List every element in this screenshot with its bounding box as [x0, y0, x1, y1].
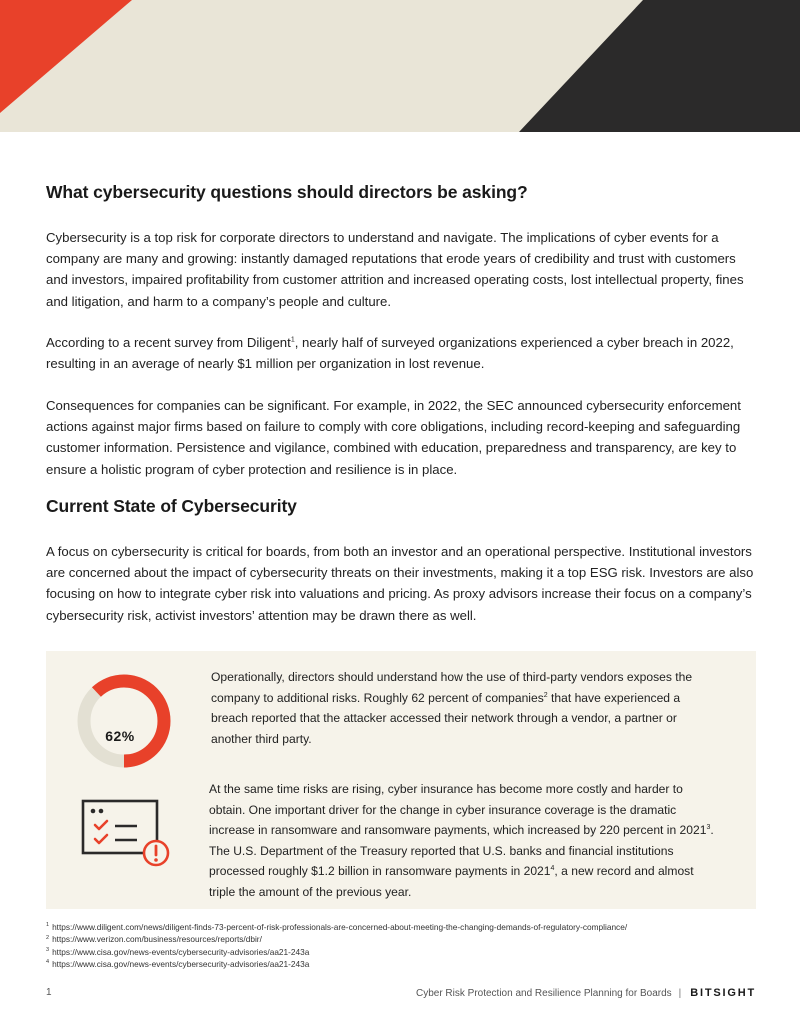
footnote-ref: 1 — [290, 336, 295, 344]
donut-label: 62% — [105, 728, 135, 744]
footnotes — [46, 921, 766, 971]
percentage-donut-chart — [74, 671, 174, 771]
alert-checklist-icon — [81, 799, 171, 871]
footer-separator: | — [678, 987, 682, 999]
current-state-paragraph: A focus on cybersecurity is critical for boards, from both an investor and an operational perspective. Institutional investors are concerned about the impact of cybersecurity threats on their investments, making it a top ESG risk. Investors are also focusing on how to integrate cyber risk into valuations and pricing. As proxy advisors increase their focus on a company’s cybersecurity risk, activist investors’ attention may be drawn there as well. — [46, 544, 754, 623]
footnote-3: $^3$ https://www.cisa.gov/news-events/cybersecurity-advisories/aa21-243a — [46, 946, 310, 957]
stats-callout-panel — [46, 651, 756, 909]
vendor-risk-paragraph: Operationally, directors should understand how the use of third-party vendors exposes the company to additional risks. Roughly 62 percent of companies$^2$ that have experienced a breach reported that the attacker accessed their network through a vendor, a partner or another third party. — [211, 670, 693, 746]
brand-logo: BITSIGHT — [690, 987, 756, 999]
header-banner — [0, 0, 800, 132]
consequences-paragraph: Consequences for companies can be significant. For example, in 2022, the SEC announced cybersecurity enforcement actions against major firms based on failure to comply with core obligations, including record-keeping and safeguarding customer information. Persistence and vigilance, combined with education, preparedness and transparency, are key to ensure a holistic program of cyber protection and resilience is in place. — [46, 398, 741, 477]
footnote-ref: 3 — [706, 824, 711, 832]
section-heading-questions: What cybersecurity questions should directors be asking? — [46, 182, 528, 202]
footnote-ref: 4 — [550, 865, 555, 873]
survey-paragraph: According to a recent survey from Diligent$^1$, nearly half of surveyed organizations experienced a cyber breach in 2022, resulting in an average of nearly $1 million per organization in lost revenue. — [46, 335, 734, 372]
page-number: 1 — [46, 987, 52, 998]
document-title: Cyber Risk Protection and Resilience Planning for Boards — [415, 987, 672, 999]
section-heading-current-state: Current State of Cybersecurity — [46, 496, 297, 516]
footnote-ref: 2 — [543, 691, 548, 699]
page-footer — [46, 987, 756, 1001]
footnote-2: $^2$ https://www.verizon.com/business/resources/reports/dbir/ — [46, 934, 262, 945]
footnote-1: $^1$ https://www.diligent.com/news/diligent-finds-73-percent-of-risk-professionals-are-concerned-about-meeting-the-changing-demands-of-regulatory-compliance/ — [46, 922, 628, 932]
insurance-paragraph: At the same time risks are rising, cyber insurance has become more costly and harder to obtain. One important driver for the change in cyber insurance coverage is the dramatic increase in ransomware and ransomware payments, which increased by 220 percent in 2021$^3$. The U.S. Department of the Treasury reported that U.S. banks and financial institutions processed roughly $1.2 billion in ransomware payments in 2021$^4$, a new record and almost triple the amount of the previous year. — [209, 782, 714, 899]
intro-paragraph: Cybersecurity is a top risk for corporate directors to understand and navigate. The implications of cyber events for a company are many and growing: instantly damaged reputations that erode years of credibility and trust with customers and investors, impaired profitability from customer attrition and increased operating costs, lost intellectual property, fines and litigation, and harm to a company’s people and culture. — [46, 230, 744, 309]
footnote-4: $^4$ https://www.cisa.gov/news-events/cybersecurity-advisories/aa21-243a — [46, 959, 310, 970]
